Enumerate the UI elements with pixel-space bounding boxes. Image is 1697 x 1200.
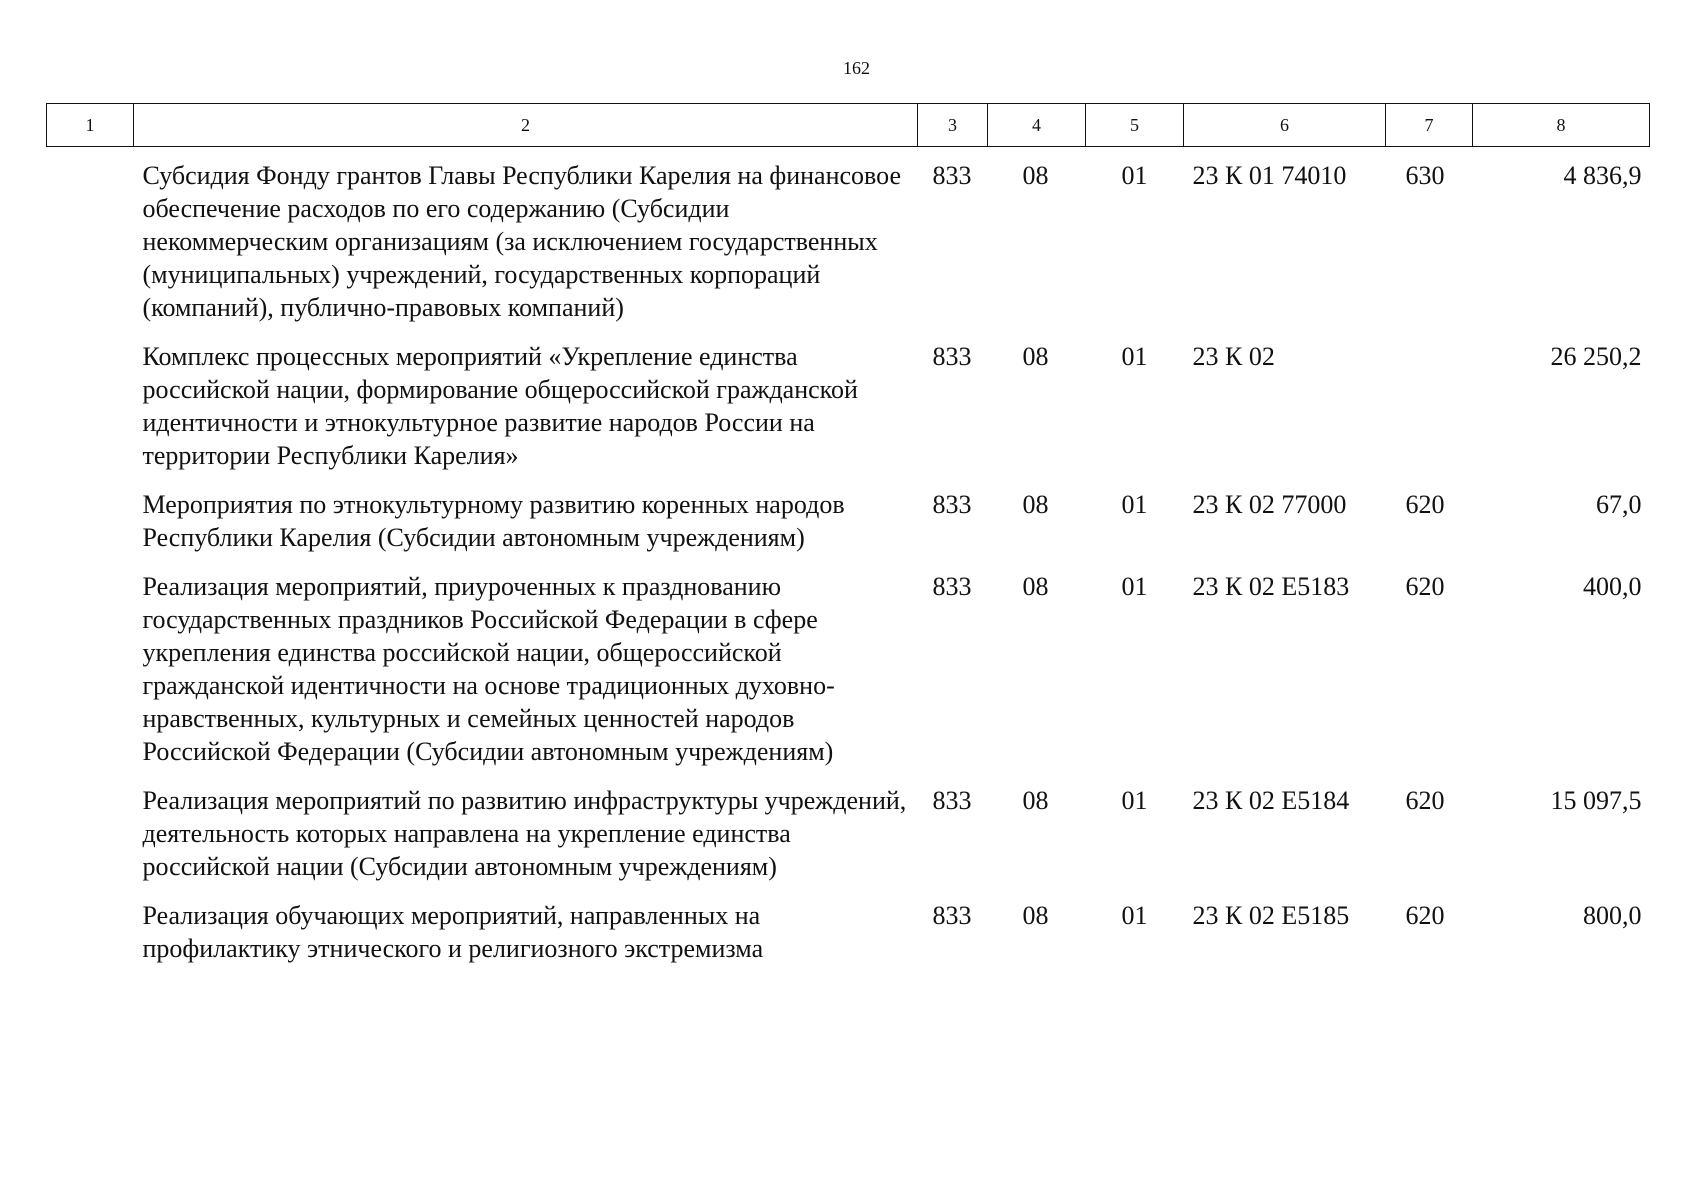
amount-cell: 15 097,5	[1550, 786, 1642, 815]
table-row	[47, 340, 1650, 488]
page-number: 162	[843, 58, 870, 78]
section-code-cell: 08	[1022, 490, 1049, 519]
amount-cell: 800,0	[1583, 901, 1642, 930]
table-header-row	[47, 104, 1650, 147]
table-row	[47, 899, 1650, 981]
row-number-cell	[47, 899, 134, 981]
target-article-cell: 23 К 01 74010	[1192, 161, 1347, 190]
subsection-code-cell: 01	[1121, 490, 1148, 519]
subsection-code-cell: 01	[1121, 901, 1148, 930]
column-header: 8	[1473, 104, 1650, 147]
column-header: 5	[1086, 104, 1184, 147]
expense-type-cell: 620	[1405, 786, 1445, 815]
column-header: 7	[1386, 104, 1473, 147]
table-row	[47, 570, 1650, 784]
table-row	[47, 488, 1650, 570]
target-article-cell: 23 К 02 77000	[1192, 490, 1347, 519]
row-number-cell	[47, 784, 134, 899]
column-header: 4	[988, 104, 1086, 147]
target-article-cell: 23 К 02 E5185	[1192, 901, 1350, 930]
ministry-code-cell: 833	[932, 786, 972, 815]
expense-type-cell: 620	[1405, 490, 1445, 519]
section-code-cell: 08	[1022, 786, 1049, 815]
ministry-code-cell: 833	[932, 161, 972, 190]
section-code-cell: 08	[1022, 901, 1049, 930]
description-cell: Мероприятия по этнокультурному развитию коренных народов Республики Карелия (Субсидии автономным учреждениям)	[142, 490, 845, 552]
amount-cell: 4 836,9	[1563, 161, 1642, 190]
expense-type-cell: 620	[1405, 572, 1445, 601]
target-article-cell: 23 К 02 E5184	[1192, 786, 1350, 815]
expense-type-cell	[1386, 340, 1473, 488]
column-header: 6	[1184, 104, 1386, 147]
ministry-code-cell: 833	[932, 342, 972, 371]
subsection-code-cell: 01	[1121, 161, 1148, 190]
row-number-cell	[47, 488, 134, 570]
section-code-cell: 08	[1022, 342, 1049, 371]
description-cell: Субсидия Фонду грантов Главы Республики Карелия на финансовое обеспечение расходов по его содержанию (Субсидии некоммерческим организациям (за исключением государственных (муниципальных) учреждений, государственных корпораций (компаний), публично-правовых компаний)	[142, 161, 902, 322]
target-article-cell: 23 К 02 E5183	[1192, 572, 1350, 601]
amount-cell: 67,0	[1596, 490, 1642, 519]
subsection-code-cell: 01	[1121, 786, 1148, 815]
column-header: 1	[47, 104, 134, 147]
ministry-code-cell: 833	[932, 572, 972, 601]
description-cell: Реализация обучающих мероприятий, направленных на профилактику этнического и религиозного экстремизма	[142, 901, 764, 963]
ministry-code-cell: 833	[932, 901, 972, 930]
target-article-cell: 23 К 02	[1192, 342, 1275, 371]
table-row	[47, 784, 1650, 899]
description-cell: Реализация мероприятий, приуроченных к празднованию государственных праздников Российской Федерации в сфере укрепления единства российской нации, общероссийской гражданской идентичности на основе традиционных духовно-нравственных, культурных и семейных ценностей народов Российской Федерации (Субсидии автономным учреждениям)	[142, 572, 835, 766]
amount-cell: 400,0	[1583, 572, 1642, 601]
row-number-cell	[47, 147, 134, 341]
subsection-code-cell: 01	[1121, 572, 1148, 601]
column-header: 3	[918, 104, 988, 147]
expense-type-cell: 630	[1405, 161, 1445, 190]
description-cell: Реализация мероприятий по развитию инфраструктуры учреждений, деятельность которых направлена на укрепление единства российской нации (Субсидии автономным учреждениям)	[142, 786, 907, 881]
ministry-code-cell: 833	[932, 490, 972, 519]
section-code-cell: 08	[1022, 572, 1049, 601]
amount-cell: 26 250,2	[1550, 342, 1642, 371]
section-code-cell: 08	[1022, 161, 1049, 190]
description-cell: Комплекс процессных мероприятий «Укрепление единства российской нации, формирование общероссийской гражданской идентичности и этнокультурное развитие народов России на территории Республики Карелия»	[142, 342, 858, 470]
column-header: 2	[134, 104, 918, 147]
budget-table	[46, 103, 1650, 981]
expense-type-cell: 620	[1405, 901, 1445, 930]
subsection-code-cell: 01	[1121, 342, 1148, 371]
table-row	[47, 147, 1650, 341]
row-number-cell	[47, 340, 134, 488]
row-number-cell	[47, 570, 134, 784]
